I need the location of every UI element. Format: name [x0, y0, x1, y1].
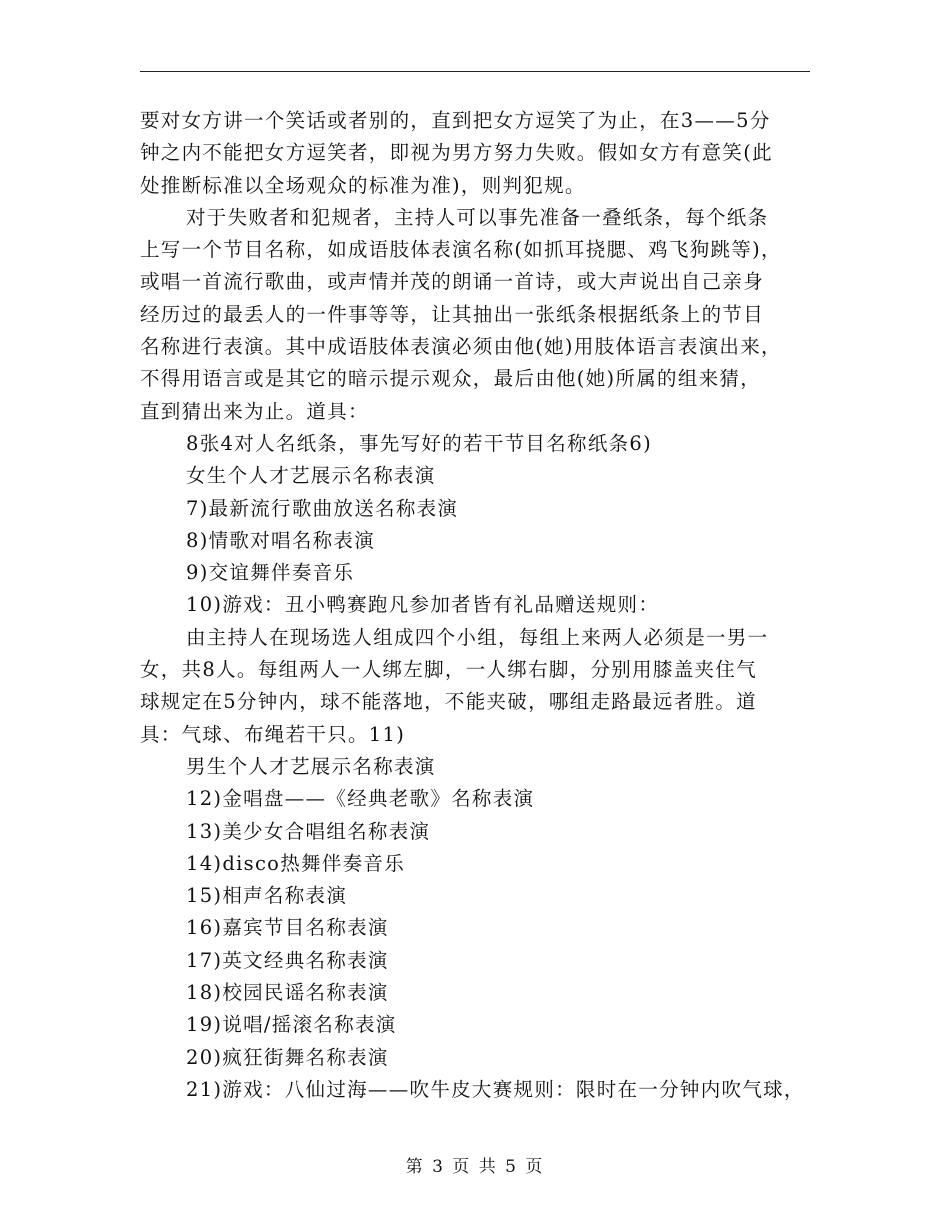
text-line: 男生个人才艺展示名称表演: [186, 754, 436, 778]
text-line: 19)说唱/摇滚名称表演: [186, 1013, 397, 1037]
text-line: 8张4对人名纸条，事先写好的若干节目名称纸条6): [186, 431, 653, 455]
text-line: 10)游戏：丑小鸭赛跑凡参加者皆有礼品赠送规则：: [186, 593, 660, 617]
text-line: 直到猜出来为止。道具：: [140, 399, 369, 423]
page-footer: 第 3 页 共 5 页: [405, 1157, 545, 1177]
text-line: 17)英文经典名称表演: [186, 948, 389, 972]
text-line: 或唱一首流行歌曲，或声情并茂的朗诵一首诗，或大声说出自己亲身: [140, 270, 765, 294]
text-line: 18)校园民谣名称表演: [186, 981, 389, 1005]
text-line: 15)相声名称表演: [186, 884, 348, 908]
text-line: 不得用语言或是其它的暗示提示观众，最后由他(她)所属的组来猜，: [140, 367, 762, 391]
text-line: 12)金唱盘——《经典老歌》名称表演: [186, 787, 535, 811]
text-line: 球规定在5分钟内，球不能落地，不能夹破，哪组走路最远者胜。道: [140, 690, 757, 714]
text-line: 处推断标准以全场观众的标准为准)，则判犯规。: [140, 173, 586, 197]
text-line: 对于失败者和犯规者，主持人可以事先准备一叠纸条，每个纸条: [186, 205, 769, 229]
text-line: 钟之内不能把女方逗笑者，即视为男方努力失败。假如女方有意笑(此: [140, 141, 773, 165]
text-line: 女，共8人。每组两人一人绑左脚，一人绑右脚，分别用膝盖夹住气: [140, 658, 757, 682]
text-line: 女生个人才艺展示名称表演: [186, 464, 436, 488]
text-line: 上写一个节目名称，如成语肢体表演名称(如抓耳挠腮、鸡飞狗跳等)，: [140, 238, 782, 262]
text-line: 7)最新流行歌曲放送名称表演: [186, 496, 459, 520]
text-line: 由主持人在现场选人组成四个小组，每组上来两人必须是一男一: [186, 625, 769, 649]
text-line: 16)嘉宾节目名称表演: [186, 916, 389, 940]
document-body: [140, 105, 812, 1106]
text-line: 经历过的最丢人的一件事等等，让其抽出一张纸条根据纸条上的节目: [140, 302, 765, 326]
text-line: 14)disco热舞伴奏音乐: [186, 851, 406, 875]
header-rule: [140, 71, 810, 72]
text-line: 名称进行表演。其中成语肢体表演必须由他(她)用肢体语言表演出来，: [140, 335, 782, 359]
text-line: 具：气球、布绳若干只。11): [140, 722, 406, 746]
text-line: 13)美少女合唱组名称表演: [186, 819, 431, 843]
text-line: 20)疯狂街舞名称表演: [186, 1045, 389, 1069]
text-line: 9)交谊舞伴奏音乐: [186, 561, 355, 585]
text-line: 8)情歌对唱名称表演: [186, 528, 376, 552]
text-line: 21)游戏：八仙过海——吹牛皮大赛规则：限时在一分钟内吹气球，: [186, 1077, 805, 1101]
text-line: 要对女方讲一个笑话或者别的，直到把女方逗笑了为止，在3——5分: [140, 109, 771, 132]
